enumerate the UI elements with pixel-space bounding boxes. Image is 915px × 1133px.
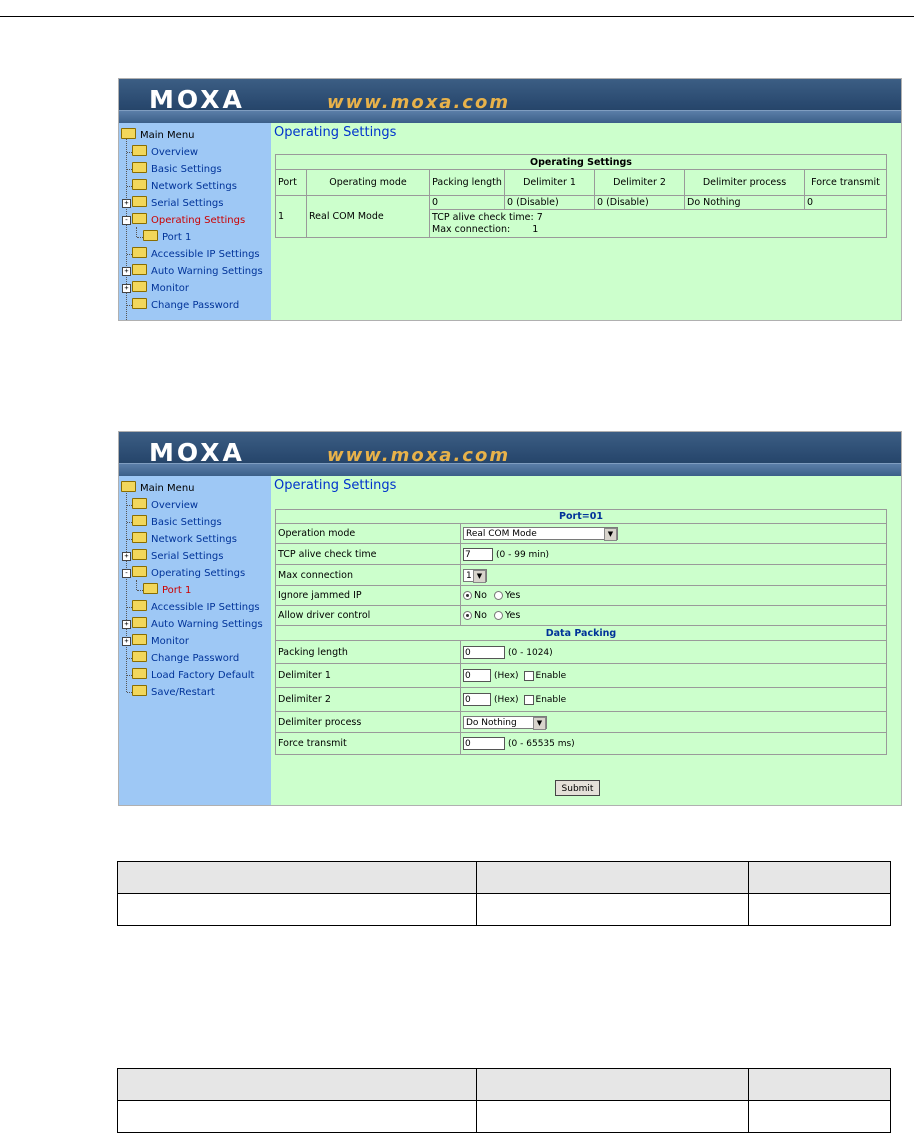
folder-icon [132, 179, 147, 190]
cell-delim1: 0 (Disable) [505, 196, 595, 210]
menu-basic-settings[interactable]: Basic Settings [132, 515, 222, 530]
table-header-cell [749, 1069, 891, 1101]
port-settings-form [275, 509, 887, 755]
ignore-jammed-cell: No Yes [461, 586, 887, 606]
folder-icon [132, 617, 147, 628]
menu-serial-settings[interactable]: Serial Settings [132, 549, 224, 564]
menu-save-restart[interactable]: Save/Restart [132, 685, 215, 700]
folder-icon [132, 145, 147, 156]
folder-icon [132, 668, 147, 679]
allow-driver-yes-radio[interactable] [494, 611, 503, 620]
screenshot-operating-settings-port1 [118, 431, 902, 806]
folder-open-icon [132, 213, 147, 224]
packing-length-cell [461, 641, 887, 664]
delimiter2-enable-checkbox[interactable] [524, 695, 534, 705]
menu-overview[interactable]: Overview [132, 145, 198, 160]
table-cell [477, 894, 749, 926]
table-cell [118, 894, 477, 926]
collapse-minus-icon[interactable]: - [122, 216, 131, 225]
menu-auto-warning-settings[interactable]: Auto Warning Settings [132, 617, 263, 632]
menu-auto-warning-settings[interactable]: Auto Warning Settings [132, 264, 263, 279]
folder-icon [143, 583, 158, 594]
folder-open-icon [121, 481, 136, 492]
cell-packing: 0 [430, 196, 505, 210]
folder-open-icon [132, 566, 147, 577]
folder-icon [143, 230, 158, 241]
expand-plus-icon[interactable]: + [122, 620, 131, 629]
packing-length-input[interactable]: 0 [463, 646, 505, 659]
operating-settings-table [275, 154, 887, 238]
menu-overview[interactable]: Overview [132, 498, 198, 513]
folder-icon [132, 298, 147, 309]
moxa-url: www.moxa.com [327, 445, 511, 466]
table-title: Operating Settings [276, 155, 887, 170]
col-header: Delimiter 2 [595, 170, 685, 196]
folder-icon [132, 549, 147, 560]
folder-icon [132, 532, 147, 543]
tcp-alive-info: TCP alive check time: 7 [432, 211, 543, 223]
allow-driver-no-radio[interactable] [463, 611, 472, 620]
max-connection-label: Max connection [276, 565, 461, 586]
submit-button[interactable]: Submit [555, 780, 600, 796]
col-header: Port [276, 170, 307, 196]
max-connection-select[interactable]: 1 ▼ [463, 569, 487, 582]
content-area [271, 476, 901, 805]
folder-icon [132, 600, 147, 611]
moxa-logo: MOXA [149, 438, 245, 467]
expand-plus-icon[interactable]: + [122, 267, 131, 276]
force-transmit-input[interactable]: 0 [463, 737, 505, 750]
delimiter1-label: Delimiter 1 [276, 664, 461, 688]
sidebar-menu [119, 476, 271, 805]
allow-driver-label: Allow driver control [276, 606, 461, 626]
delimiter-process-cell [461, 712, 887, 733]
delimiter2-input[interactable]: 0 [463, 693, 491, 706]
folder-icon [132, 515, 147, 526]
moxa-banner [119, 79, 901, 123]
cell-delim-proc: Do Nothing [685, 196, 805, 210]
table-cell [118, 1101, 477, 1133]
operation-mode-cell [461, 524, 887, 544]
max-connection-info: Max connection: 1 [432, 223, 539, 235]
menu-main[interactable]: Main Menu [121, 481, 195, 496]
col-header: Delimiter 1 [505, 170, 595, 196]
table-cell [749, 1101, 891, 1133]
force-transmit-label: Force transmit [276, 733, 461, 755]
operation-mode-label: Operation mode [276, 524, 461, 544]
menu-port-1[interactable]: Port 1 [143, 230, 191, 245]
dropdown-arrow-icon: ▼ [604, 528, 617, 541]
delimiter2-label: Delimiter 2 [276, 688, 461, 712]
delimiter1-enable-checkbox[interactable] [524, 671, 534, 681]
page-title: Operating Settings [274, 478, 397, 493]
table-cell [477, 1101, 749, 1133]
document-table-1 [117, 861, 891, 926]
tcp-alive-hint: (0 - 99 min) [496, 549, 550, 560]
menu-load-factory-default[interactable]: Load Factory Default [132, 668, 254, 683]
folder-icon [132, 281, 147, 292]
sidebar-menu [119, 123, 271, 320]
dropdown-arrow-icon: ▼ [473, 570, 486, 583]
menu-change-password[interactable]: Change Password [132, 298, 239, 313]
delimiter2-cell: 0 (Hex) Enable [461, 688, 887, 712]
tcp-alive-label: TCP alive check time [276, 544, 461, 565]
delimiter1-input[interactable]: 0 [463, 669, 491, 682]
cell-delim2: 0 (Disable) [595, 196, 685, 210]
document-table-2 [117, 1068, 891, 1133]
allow-driver-cell: No Yes [461, 606, 887, 626]
delimiter1-cell: 0 (Hex) Enable [461, 664, 887, 688]
table-header-cell [477, 1069, 749, 1101]
folder-icon [132, 498, 147, 509]
menu-change-password[interactable]: Change Password [132, 651, 239, 666]
page-top-rule [0, 16, 914, 17]
page-title: Operating Settings [274, 125, 397, 140]
menu-monitor[interactable]: Monitor [132, 281, 189, 296]
menu-network-settings[interactable]: Network Settings [132, 532, 237, 547]
col-header: Packing length [430, 170, 505, 196]
cell-force: 0 [805, 196, 887, 210]
collapse-minus-icon[interactable]: - [122, 569, 131, 578]
ignore-jammed-yes-radio[interactable] [494, 591, 503, 600]
force-transmit-hint: (0 - 65535 ms) [508, 739, 575, 749]
max-connection-cell [461, 565, 887, 586]
delimiter-process-select[interactable]: Do Nothing ▼ [463, 716, 547, 729]
ignore-jammed-label: Ignore jammed IP [276, 586, 461, 606]
content-area [271, 123, 901, 320]
screenshot-operating-settings-overview [118, 78, 902, 321]
folder-icon [132, 634, 147, 645]
menu-main[interactable]: Main Menu [121, 128, 195, 143]
menu-basic-settings[interactable]: Basic Settings [132, 162, 222, 177]
tcp-alive-input[interactable]: 7 [463, 548, 493, 561]
table-header-cell [477, 862, 749, 894]
menu-serial-settings[interactable]: Serial Settings [132, 196, 224, 211]
folder-icon [132, 162, 147, 173]
expand-plus-icon[interactable]: + [122, 637, 131, 646]
menu-operating-settings[interactable]: Operating Settings [132, 566, 245, 581]
folder-icon [132, 685, 147, 696]
port-header: Port=01 [276, 510, 887, 524]
menu-port-1[interactable]: Port 1 [143, 583, 191, 598]
moxa-url: www.moxa.com [327, 92, 511, 113]
table-header-cell [118, 1069, 477, 1101]
menu-accessible-ip-settings[interactable]: Accessible IP Settings [132, 600, 260, 615]
folder-open-icon [121, 128, 136, 139]
packing-length-hint: (0 - 1024) [508, 647, 553, 658]
packing-length-label: Packing length [276, 641, 461, 664]
menu-accessible-ip-settings[interactable]: Accessible IP Settings [132, 247, 260, 262]
menu-monitor[interactable]: Monitor [132, 634, 189, 649]
table-cell [749, 894, 891, 926]
folder-icon [132, 651, 147, 662]
expand-plus-icon[interactable]: + [122, 552, 131, 561]
dropdown-arrow-icon: ▼ [533, 717, 546, 730]
menu-network-settings[interactable]: Network Settings [132, 179, 237, 194]
cell-extra-info [430, 210, 887, 238]
cell-port: 1 [276, 196, 307, 238]
force-transmit-cell [461, 733, 887, 755]
data-packing-header: Data Packing [276, 626, 887, 641]
expand-plus-icon[interactable]: + [122, 199, 131, 208]
tcp-alive-cell [461, 544, 887, 565]
col-header: Operating mode [307, 170, 430, 196]
moxa-logo: MOXA [149, 85, 245, 114]
col-header: Force transmit [805, 170, 887, 196]
delimiter-process-label: Delimiter process [276, 712, 461, 733]
operation-mode-select[interactable]: Real COM Mode ▼ [463, 527, 618, 540]
table-header-cell [118, 862, 477, 894]
cell-mode: Real COM Mode [307, 196, 430, 238]
table-header-cell [749, 862, 891, 894]
col-header: Delimiter process [685, 170, 805, 196]
menu-operating-settings[interactable]: Operating Settings [132, 213, 245, 228]
folder-icon [132, 247, 147, 258]
moxa-banner [119, 432, 901, 476]
folder-icon [132, 196, 147, 207]
expand-plus-icon[interactable]: + [122, 284, 131, 293]
folder-icon [132, 264, 147, 275]
ignore-jammed-no-radio[interactable] [463, 591, 472, 600]
